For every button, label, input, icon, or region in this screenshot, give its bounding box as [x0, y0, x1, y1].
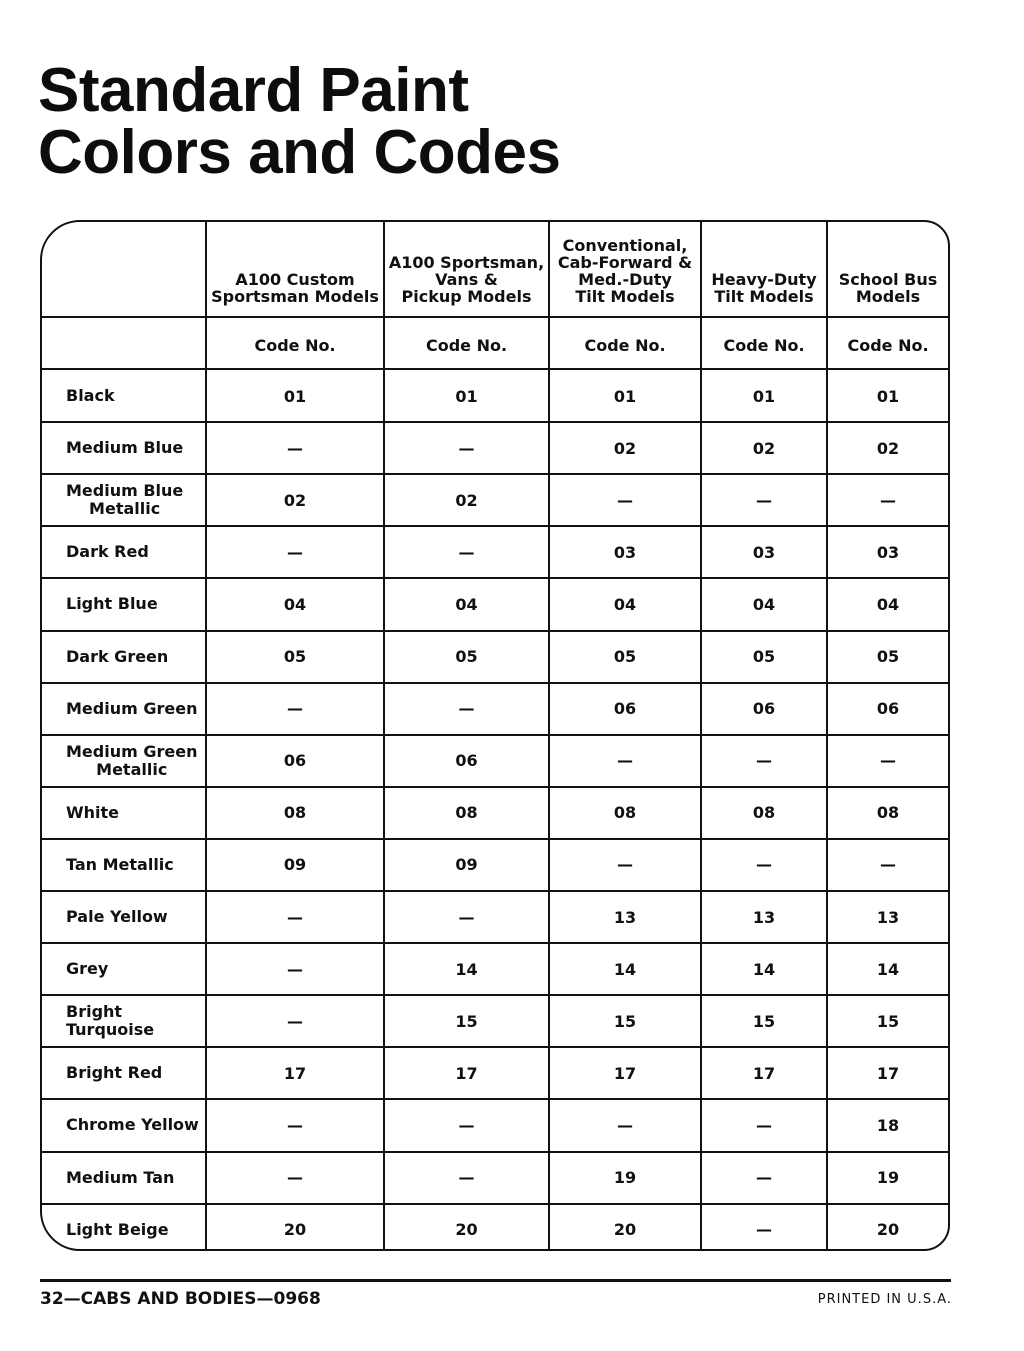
- color-name-cell-text: White: [66, 802, 120, 822]
- code-cell-text: —: [617, 751, 633, 771]
- column-header-2-text: A100 Sportsman, Vans & Pickup Models: [388, 253, 545, 306]
- code-cell-text: 08: [455, 803, 478, 823]
- color-name-cell: [42, 891, 207, 943]
- table-row: [42, 1152, 948, 1204]
- code-cell: [207, 1047, 385, 1099]
- code-cell-text: 08: [876, 803, 900, 823]
- code-cell-text: —: [458, 1168, 475, 1188]
- code-cell-text: —: [287, 1115, 303, 1135]
- code-cell-text: 03: [752, 542, 776, 562]
- code-cell-text: —: [287, 959, 303, 979]
- table-row: [42, 891, 948, 943]
- code-cell: [385, 1152, 550, 1204]
- table-row: [42, 526, 948, 578]
- code-cell: [207, 631, 385, 683]
- code-cell: [207, 943, 385, 995]
- color-name-cell-text: Dark Green: [66, 646, 169, 666]
- code-cell: [385, 526, 550, 578]
- code-cell-text: 18: [876, 1115, 900, 1135]
- code-cell: [828, 631, 948, 683]
- code-cell-text: 03: [876, 542, 900, 562]
- color-name-cell: [42, 839, 207, 891]
- code-cell-text: 17: [455, 1063, 478, 1083]
- color-name-cell-text: Medium Green: [66, 698, 198, 718]
- table-row: [42, 578, 948, 630]
- code-cell: [550, 995, 702, 1047]
- code-cell: [550, 891, 702, 943]
- code-cell-text: 15: [613, 1011, 637, 1031]
- code-no-header-2-text: Code No.: [425, 336, 508, 355]
- code-cell: [207, 1204, 385, 1251]
- code-cell: [550, 735, 702, 787]
- code-cell-text: —: [617, 490, 633, 510]
- code-cell-text: 04: [876, 594, 900, 614]
- code-cell-text: —: [458, 542, 475, 562]
- color-name-cell: [42, 1099, 207, 1151]
- code-cell-text: 04: [752, 594, 776, 614]
- code-cell-text: 06: [455, 751, 478, 771]
- code-cell-text: 20: [455, 1220, 478, 1240]
- code-cell: [828, 1099, 948, 1151]
- color-name-cell: [42, 578, 207, 630]
- footer-divider: [40, 1279, 951, 1282]
- code-cell-text: 01: [876, 386, 900, 406]
- code-cell: [702, 995, 828, 1047]
- code-cell: [702, 839, 828, 891]
- code-cell-text: —: [458, 1115, 475, 1135]
- color-name-cell-text: Black: [66, 386, 115, 406]
- color-name-cell-text: Dark Red: [66, 542, 149, 562]
- code-cell: [385, 1099, 550, 1151]
- code-cell-text: —: [287, 1168, 303, 1188]
- code-cell-text: 15: [455, 1011, 478, 1031]
- column-header-3: [550, 222, 702, 317]
- code-cell: [702, 735, 828, 787]
- color-name-cell: [42, 735, 207, 787]
- code-cell-text: —: [756, 1220, 772, 1240]
- code-cell: [385, 1047, 550, 1099]
- code-cell-text: 05: [455, 647, 478, 667]
- code-cell: [550, 1099, 702, 1151]
- code-cell: [550, 1152, 702, 1204]
- code-cell: [207, 839, 385, 891]
- color-name-cell-text: Medium Green Metallic: [66, 741, 198, 779]
- code-cell-text: 17: [752, 1063, 776, 1083]
- column-header-5: [828, 222, 948, 317]
- table-row: [42, 422, 948, 474]
- table-row: [42, 1204, 948, 1251]
- code-cell-text: 13: [876, 907, 900, 927]
- color-name-cell: [42, 1204, 207, 1251]
- code-cell-text: 01: [283, 386, 307, 406]
- color-name-cell-text: Medium Blue: [66, 438, 184, 458]
- code-cell-text: 19: [613, 1168, 637, 1188]
- table-row: [42, 1099, 948, 1151]
- code-no-header-3: [550, 318, 702, 369]
- code-cell-text: 15: [752, 1011, 776, 1031]
- code-cell-text: —: [458, 699, 475, 719]
- code-cell: [702, 422, 828, 474]
- code-cell: [207, 735, 385, 787]
- code-no-header-1: [207, 318, 385, 369]
- table-row: [42, 370, 948, 422]
- table-row: [42, 943, 948, 995]
- code-cell: [385, 735, 550, 787]
- code-cell-text: 05: [283, 647, 307, 667]
- code-cell: [702, 1152, 828, 1204]
- code-cell-text: 02: [613, 438, 637, 458]
- column-header-3-text: Conventional, Cab-Forward & Med.-Duty Tilt Models: [557, 236, 693, 306]
- code-cell: [828, 683, 948, 735]
- code-cell-text: —: [756, 490, 772, 510]
- color-name-cell: [42, 370, 207, 422]
- code-cell-text: 15: [876, 1011, 900, 1031]
- table-row: [42, 1047, 948, 1099]
- code-cell-text: 08: [752, 803, 776, 823]
- header-row: [42, 222, 948, 317]
- code-cell: [385, 683, 550, 735]
- column-header-4: [702, 222, 828, 317]
- code-cell-text: 17: [613, 1063, 637, 1083]
- code-cell: [828, 578, 948, 630]
- code-cell: [550, 839, 702, 891]
- color-name-cell: [42, 787, 207, 839]
- code-cell: [385, 474, 550, 526]
- code-cell: [207, 787, 385, 839]
- code-cell: [828, 891, 948, 943]
- footer-page-label: 32—CABS AND BODIES—0968: [40, 1289, 321, 1309]
- code-cell: [207, 995, 385, 1047]
- code-cell: [828, 526, 948, 578]
- code-cell-text: 05: [752, 647, 776, 667]
- code-cell-text: 02: [752, 438, 776, 458]
- color-name-cell: [42, 1047, 207, 1099]
- code-cell: [550, 474, 702, 526]
- color-name-cell-text: Light Blue: [66, 594, 158, 614]
- code-cell-text: 05: [876, 647, 900, 667]
- page-title-line-2: Colors and Codes: [38, 118, 561, 187]
- code-cell: [385, 370, 550, 422]
- color-name-cell: [42, 422, 207, 474]
- table-row: [42, 474, 948, 526]
- code-cell: [550, 370, 702, 422]
- code-cell: [702, 526, 828, 578]
- code-cell: [385, 631, 550, 683]
- code-no-header-5-text: Code No.: [847, 336, 929, 355]
- code-cell-text: 14: [455, 959, 478, 979]
- code-cell: [828, 995, 948, 1047]
- code-cell-text: 04: [283, 594, 307, 614]
- code-no-header-5: [828, 318, 948, 369]
- code-cell-text: 01: [752, 386, 776, 406]
- code-cell-text: 01: [613, 386, 637, 406]
- code-cell: [702, 787, 828, 839]
- code-cell-text: 06: [876, 699, 900, 719]
- code-cell-text: 17: [283, 1063, 307, 1083]
- code-cell-text: —: [287, 1011, 303, 1031]
- code-no-row: [42, 318, 948, 369]
- color-name-cell: [42, 995, 207, 1047]
- code-cell-text: —: [880, 490, 896, 510]
- code-cell-text: 01: [455, 386, 478, 406]
- code-no-header-2: [385, 318, 550, 369]
- table-row: [42, 631, 948, 683]
- code-cell: [702, 891, 828, 943]
- code-cell-text: 13: [752, 907, 776, 927]
- code-cell: [207, 370, 385, 422]
- code-cell: [702, 683, 828, 735]
- code-cell: [828, 787, 948, 839]
- footer-printed-label: PRINTED IN U.S.A.: [817, 1292, 952, 1307]
- code-cell: [702, 631, 828, 683]
- code-cell-text: 03: [613, 542, 637, 562]
- code-no-header-1-text: Code No.: [254, 336, 336, 355]
- color-name-cell: [42, 1152, 207, 1204]
- column-header-1: [207, 222, 385, 317]
- code-cell: [550, 526, 702, 578]
- code-cell: [550, 631, 702, 683]
- code-cell: [828, 422, 948, 474]
- color-name-cell-text: Bright Turquoise: [66, 1002, 155, 1040]
- code-cell-text: 08: [283, 803, 307, 823]
- code-cell: [828, 735, 948, 787]
- paint-code-grid: [42, 222, 948, 1249]
- code-cell-text: 09: [283, 855, 307, 875]
- code-no-header-4: [702, 318, 828, 369]
- code-cell: [207, 1152, 385, 1204]
- code-cell: [550, 422, 702, 474]
- color-name-cell-text: Medium Blue Metallic: [66, 481, 184, 519]
- code-cell-text: 08: [613, 803, 637, 823]
- code-cell-text: 17: [876, 1063, 900, 1083]
- code-cell: [207, 1099, 385, 1151]
- color-name-cell: [42, 526, 207, 578]
- color-name-cell-text: Tan Metallic: [66, 854, 174, 874]
- code-cell: [207, 683, 385, 735]
- code-cell-text: 09: [455, 855, 478, 875]
- code-cell-text: 06: [283, 751, 307, 771]
- code-cell: [385, 422, 550, 474]
- code-cell: [828, 839, 948, 891]
- code-cell: [207, 474, 385, 526]
- code-cell: [550, 943, 702, 995]
- column-header-5-text: School Bus Models: [838, 270, 938, 306]
- code-cell: [828, 1204, 948, 1251]
- code-cell-text: 20: [876, 1220, 900, 1240]
- code-cell-text: 06: [613, 699, 637, 719]
- code-cell: [550, 1047, 702, 1099]
- code-cell-text: 02: [876, 438, 900, 458]
- code-cell-text: —: [287, 542, 303, 562]
- table-row: [42, 735, 948, 787]
- code-no-corner-cell: [42, 318, 207, 369]
- code-cell: [385, 787, 550, 839]
- code-cell-text: 14: [876, 959, 900, 979]
- code-cell-text: —: [287, 699, 303, 719]
- code-cell: [828, 1047, 948, 1099]
- color-name-cell: [42, 683, 207, 735]
- code-cell-text: 14: [752, 959, 776, 979]
- code-cell: [702, 578, 828, 630]
- column-header-2: [385, 222, 550, 317]
- code-cell: [550, 683, 702, 735]
- code-cell: [385, 839, 550, 891]
- color-name-cell-text: Grey: [66, 959, 109, 979]
- code-cell-text: —: [880, 751, 896, 771]
- code-cell-text: —: [756, 1115, 772, 1135]
- code-cell: [550, 1204, 702, 1251]
- color-name-cell-text: Chrome Yellow: [66, 1115, 199, 1135]
- code-cell: [207, 891, 385, 943]
- code-cell-text: 04: [613, 594, 637, 614]
- code-cell: [702, 1047, 828, 1099]
- code-cell-text: —: [756, 1168, 772, 1188]
- color-name-cell: [42, 474, 207, 526]
- code-cell-text: —: [756, 751, 772, 771]
- code-cell-text: —: [756, 855, 772, 875]
- code-cell-text: —: [287, 907, 303, 927]
- color-name-cell: [42, 943, 207, 995]
- column-header-1-text: A100 Custom Sportsman Models: [211, 270, 379, 306]
- code-cell: [702, 1099, 828, 1151]
- code-cell-text: 20: [613, 1220, 637, 1240]
- code-cell: [702, 370, 828, 422]
- code-cell: [828, 474, 948, 526]
- code-cell: [207, 526, 385, 578]
- code-cell-text: —: [617, 855, 633, 875]
- code-cell: [207, 422, 385, 474]
- code-cell: [385, 995, 550, 1047]
- code-no-header-3-text: Code No.: [584, 336, 666, 355]
- code-cell-text: 05: [613, 647, 637, 667]
- code-cell-text: —: [458, 907, 475, 927]
- code-cell-text: 19: [876, 1168, 900, 1188]
- code-cell-text: 04: [455, 594, 478, 614]
- code-cell-text: —: [880, 855, 896, 875]
- code-cell: [385, 943, 550, 995]
- code-cell: [828, 943, 948, 995]
- table-row: [42, 995, 948, 1047]
- paint-code-table: [40, 220, 950, 1251]
- code-cell-text: —: [458, 438, 475, 458]
- code-no-header-4-text: Code No.: [723, 336, 805, 355]
- code-cell-text: —: [287, 438, 303, 458]
- color-name-cell: [42, 631, 207, 683]
- table-row: [42, 839, 948, 891]
- code-cell-text: 20: [283, 1220, 307, 1240]
- column-header-4-text: Heavy-Duty Tilt Models: [711, 270, 817, 306]
- code-cell: [550, 787, 702, 839]
- code-cell: [550, 578, 702, 630]
- code-cell: [207, 578, 385, 630]
- code-cell-text: 06: [752, 699, 776, 719]
- code-cell: [385, 891, 550, 943]
- table-row: [42, 787, 948, 839]
- code-cell-text: —: [617, 1115, 633, 1135]
- page-title-line-1: Standard Paint: [38, 56, 469, 125]
- code-cell: [828, 370, 948, 422]
- code-cell: [702, 474, 828, 526]
- color-name-cell-text: Pale Yellow: [66, 907, 168, 927]
- table-row: [42, 683, 948, 735]
- code-cell-text: 02: [455, 490, 478, 510]
- code-cell-text: 02: [283, 490, 307, 510]
- color-name-cell-text: Bright Red: [66, 1063, 163, 1083]
- color-name-cell-text: Light Beige: [66, 1219, 169, 1239]
- code-cell: [385, 578, 550, 630]
- color-name-cell-text: Medium Tan: [66, 1167, 175, 1187]
- code-cell: [828, 1152, 948, 1204]
- header-corner-cell: [42, 222, 207, 317]
- code-cell: [702, 943, 828, 995]
- code-cell: [385, 1204, 550, 1251]
- code-cell-text: 13: [613, 907, 637, 927]
- code-cell: [702, 1204, 828, 1251]
- code-cell-text: 14: [613, 959, 637, 979]
- page-title: [38, 56, 561, 187]
